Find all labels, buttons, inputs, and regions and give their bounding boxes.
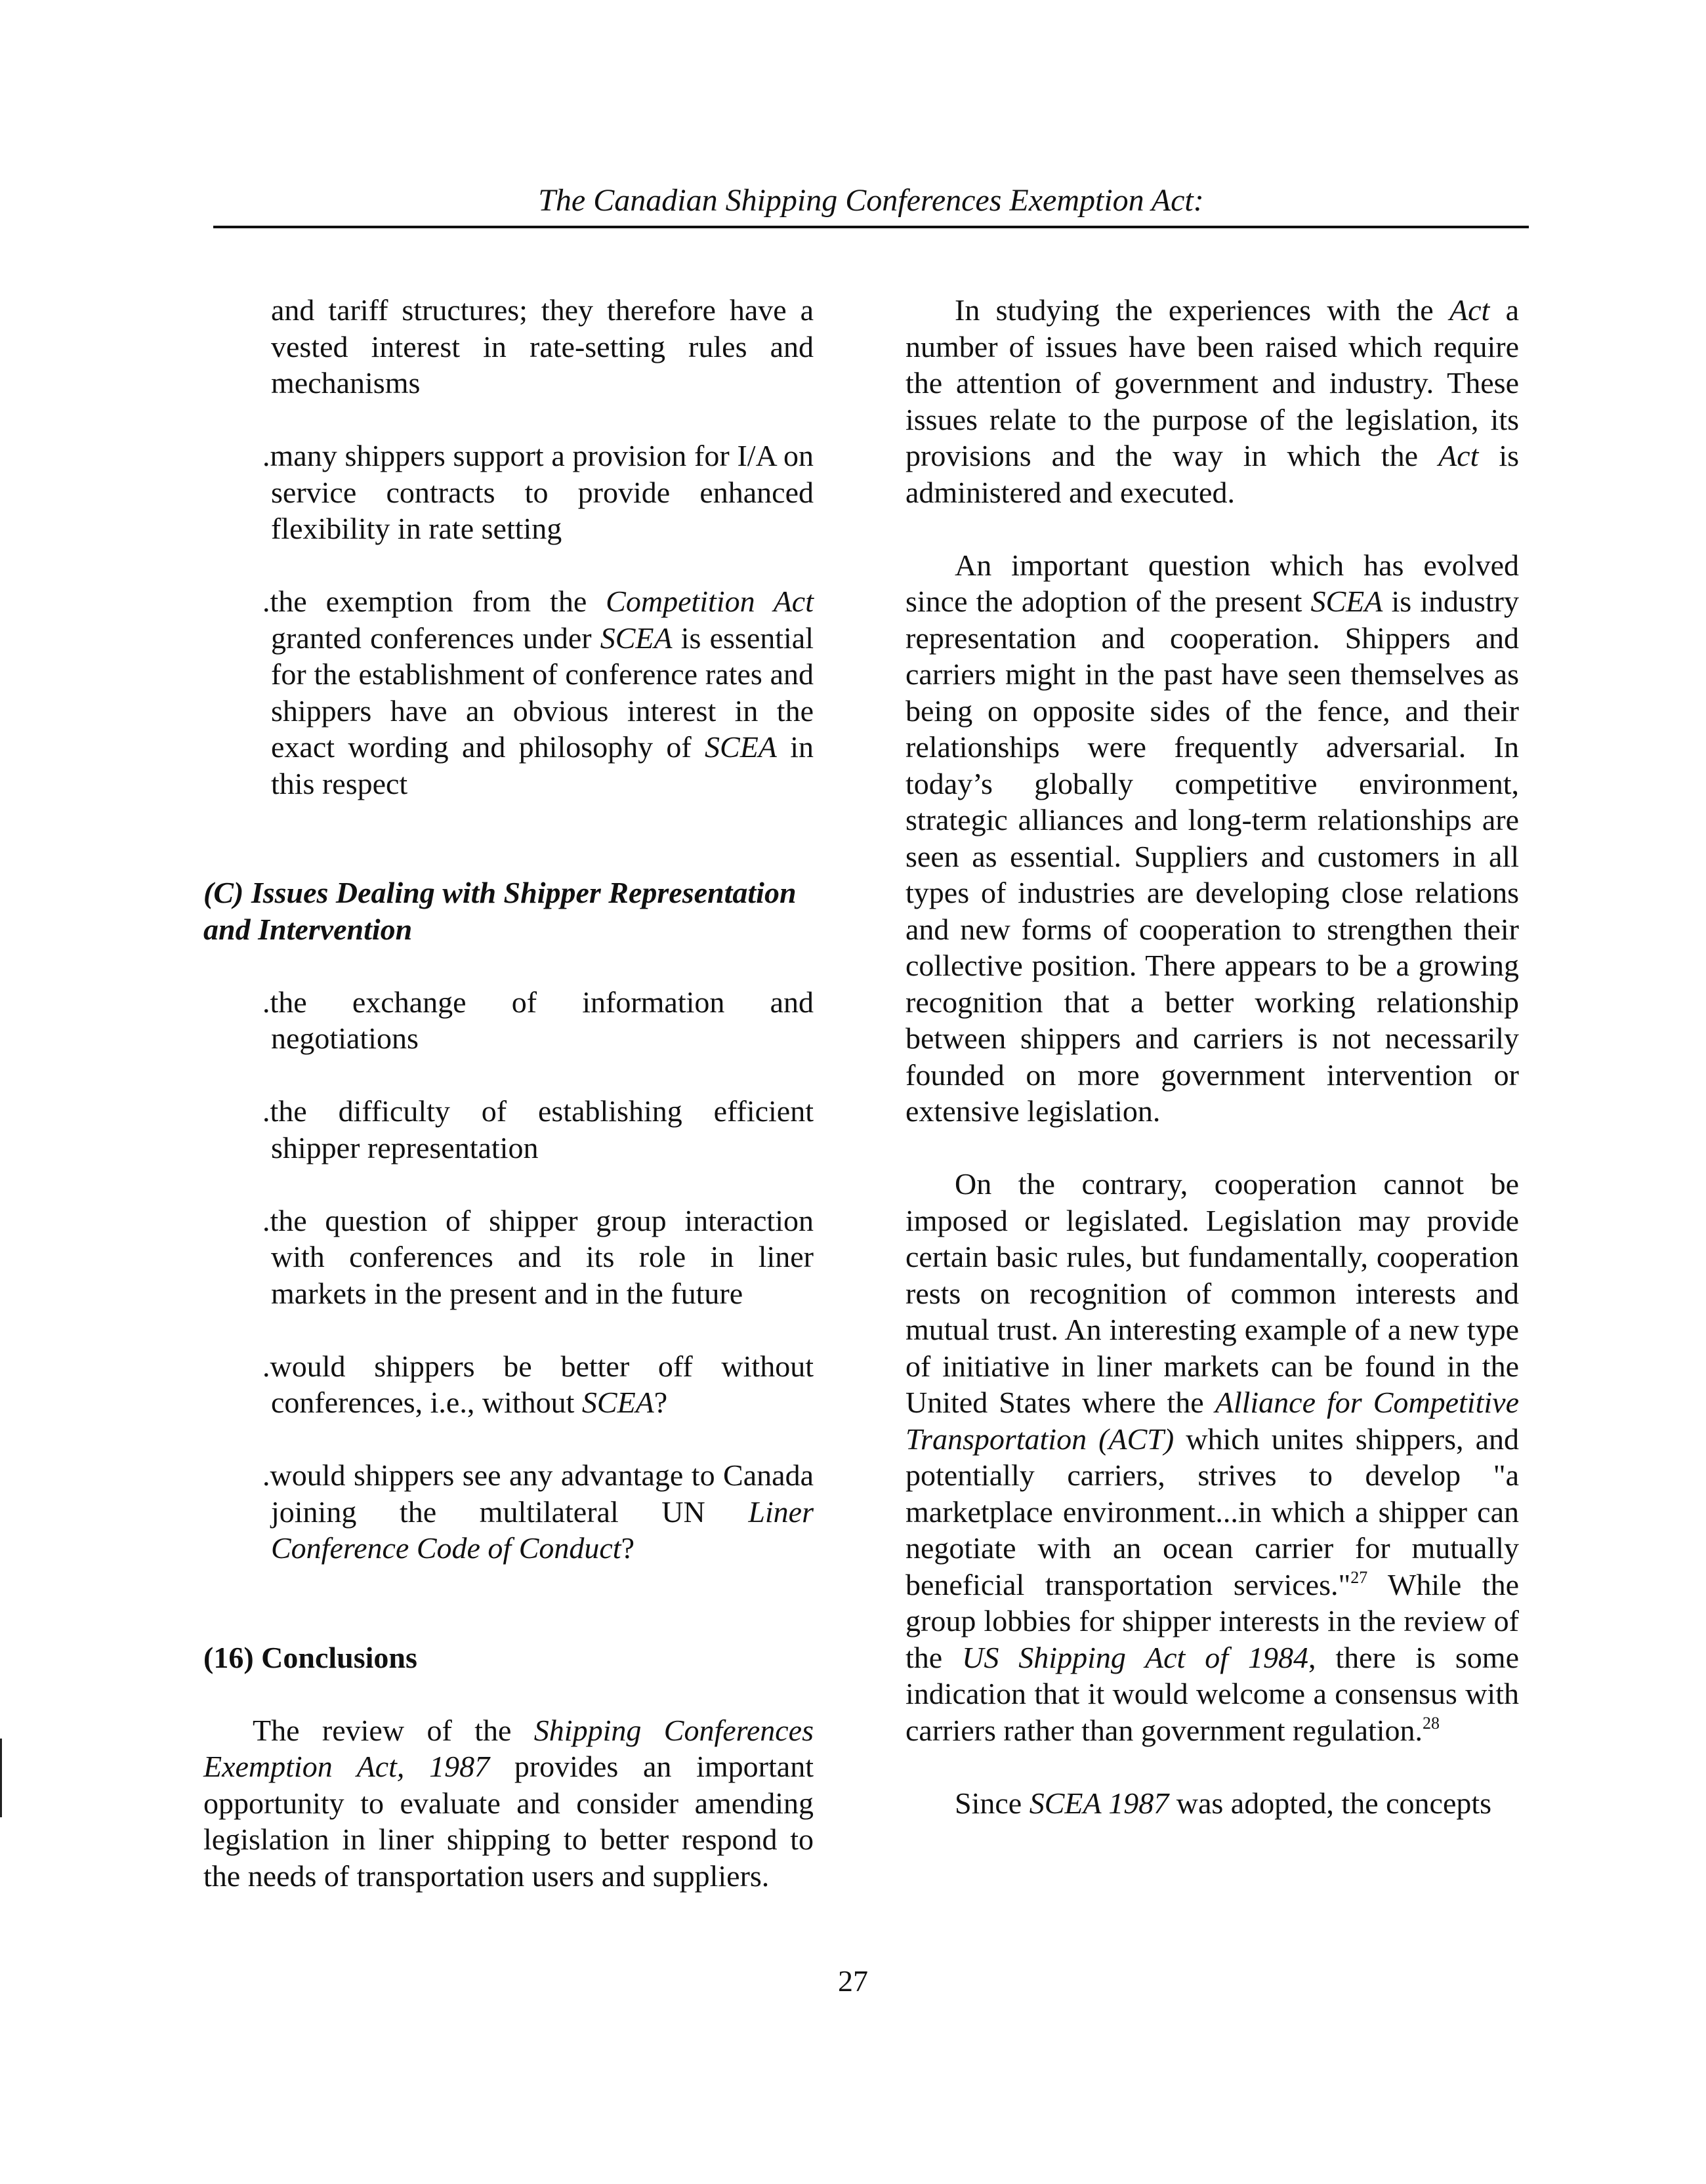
continued-bullet-text: and tariff structures; they therefore have a vested interest in rate-setting rules and mechanisms [271,293,814,400]
section-heading: (16) Conclusions [203,1640,417,1674]
bullet-item: .the exemption from the Competition Act granted conferences under SCEA is essential for the establishment of conference rates and shippers have an obvious interest in the exact wording and philosophy of SCEA in this respect [262,585,814,800]
bullet-item: .the exchange of information and negotiations [262,985,814,1055]
paragraph: On the contrary, cooperation cannot be imposed or legislated. Legislation may provide certain basic rules, but fundamentally, cooperation rests on recognition of common interests and mutual trust. An interesting example of a new type of initiative in liner markets can be found in the United States where the Alliance for Competitive Transportation (ACT) which unites shippers, and potentially carriers, strives to develop "a marketplace environment...in which a shipper can negotiate with an ocean carrier for mutually beneficial transportation services."$^{27}$ While the group lobbies for shipper interests in the review of the US Shipping Act of 1984, there is some indication that it would welcome a consensus with carriers rather than government regulation.$^{28}$ [905,1167,1520,1747]
bullet-item: .many shippers support a provision for I/A on service contracts to provide enhanced flexibility in rate setting [262,439,814,545]
paragraph: An important question which has evolved since the adoption of the present SCEA is industry representation and cooperation. Shippers and carriers might in the past have seen themselves as being on opposite sides of the fence, and their relationships were frequently adversarial. In today’s globally competitive environment, strategic alliances and long-term relationships are seen as essential. Suppliers and customers in all types of industries are developing close relations and new forms of cooperation to strengthen their collective position. There appears to be a growing recognition that a better working relationship between shippers and carriers is not necessarily founded on more government intervention or extensive legislation. [905,548,1520,1128]
bullet-item: .would shippers see any advantage to Canada joining the multilateral UN Liner Conference Code of Conduct? [262,1458,814,1565]
footnote-ref: 27 [1350,1567,1368,1587]
footnote-ref: 28 [1423,1713,1440,1733]
page-number: 27 [838,1964,868,1998]
bullet-item: .the difficulty of establishing efficient shipper representation [262,1094,814,1164]
header-rule [213,226,1529,228]
bullet-item: .would shippers be better off without conferences, i.e., without SCEA? [262,1349,814,1419]
paragraph: In studying the experiences with the Act a number of issues have been raised which require the attention of government and industry. These issues relate to the purpose of the legislation, its provisions and the way in which the Act is administered and executed. [905,293,1520,509]
left-column [203,292,814,1931]
bullet-item: .the question of shipper group interaction with conferences and its role in liner markets in the present and in the future [262,1203,814,1310]
paragraph: Since SCEA 1987 was adopted, the concepts [955,1786,1492,1820]
right-column [905,292,1519,1858]
running-header: The Canadian Shipping Conferences Exemption Act: [538,183,1204,218]
paragraph: The review of the Shipping Conferences Exemption Act, 1987 provides an important opportunity to evaluate and consider amending legislation in liner shipping to better respond to the needs of transportation users and suppliers. [203,1713,814,1893]
section-heading: (C) Issues Dealing with Shipper Representation and Intervention [203,876,797,946]
scan-edge-mark [0,1739,2,1817]
